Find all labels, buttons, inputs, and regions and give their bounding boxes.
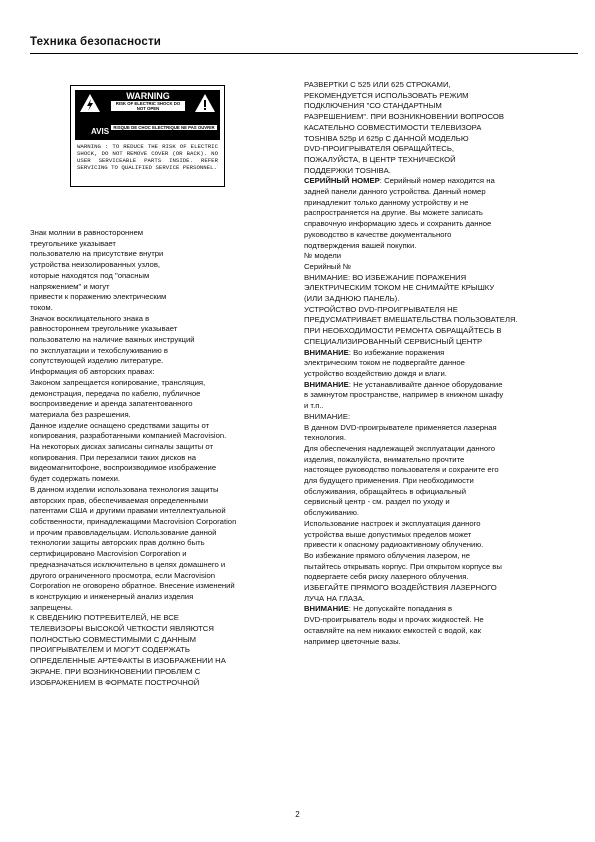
text-line — [30, 560, 286, 571]
text-line — [304, 348, 578, 359]
line-text: Информация об авторских правах: — [30, 367, 155, 377]
text-line — [304, 187, 578, 198]
text-line — [304, 551, 578, 562]
text-line — [30, 549, 286, 560]
bold-term: СЕРИЙНЫЙ НОМЕР — [304, 176, 380, 186]
line-text: Для обеспечения надлежащей эксплуатации данного — [304, 443, 496, 453]
line-text: : Не устанавливайте данное оборудование — [348, 379, 503, 389]
text-line — [304, 380, 578, 391]
line-text: СПЕЦИАЛИЗИРОВАННЫЙ СЕРВИСНЫЙ ЦЕНТР — [304, 336, 483, 346]
text-line — [304, 423, 578, 434]
text-line — [30, 517, 286, 528]
text-line — [30, 581, 286, 592]
text-line — [30, 421, 286, 432]
text-line — [304, 305, 578, 316]
text-line — [304, 476, 578, 487]
line-text: и т.п.. — [304, 401, 324, 411]
line-text: : Не допускайте попадания в — [348, 604, 453, 614]
text-line — [304, 487, 578, 498]
line-text: запрещены. — [30, 602, 73, 612]
line-text: РАЗРЕШЕНИЕМ". ПРИ ВОЗНИКНОВЕНИИ ВОПРОСОВ — [304, 112, 505, 122]
text-line — [304, 294, 578, 305]
line-text: ЭЛЕКТРИЧЕСКИМ ТОКОМ НЕ СНИМАЙТЕ КРЫШКУ — [304, 283, 495, 293]
line-text: ОПРЕДЕЛЕННЫЕ АРТЕФАКТЫ В ИЗОБРАЖЕНИИ НА — [30, 656, 226, 666]
line-text: задней панели данного устройства. Данный номер — [304, 187, 486, 197]
line-text: обслуживания, обращайтесь в официальный — [304, 486, 466, 496]
line-text: ЛУЧА НА ГЛАЗА. — [304, 593, 365, 603]
text-line — [304, 455, 578, 466]
line-text: Во избежание прямого облучения лазером, не — [304, 550, 471, 560]
text-line — [304, 123, 578, 134]
line-text: собственности, принадлежащими Macrovision Corporation — [30, 516, 237, 526]
text-line — [304, 262, 578, 273]
text-line — [304, 433, 578, 444]
line-text: DVD-проигрыватель воды и прочих жидкостей. Не — [304, 615, 484, 625]
text-line — [30, 667, 286, 678]
line-text: Использование настроек и эксплуатация данного — [304, 518, 481, 528]
text-line — [304, 91, 578, 102]
line-text: предназначаться исключительно в целях домашнего и — [30, 559, 226, 569]
text-line — [304, 604, 578, 615]
text-line — [30, 228, 286, 239]
line-text: пользователю на присутствие внутри — [30, 249, 164, 259]
text-line — [304, 283, 578, 294]
line-text: воспроизведение и аренда запатентованного — [30, 399, 193, 409]
text-line — [304, 166, 578, 177]
line-text: подтверждения вашей покупки. — [304, 240, 417, 250]
line-text: устройство воздействию дождя и влаги. — [304, 368, 447, 378]
text-line — [30, 453, 286, 464]
text-line — [304, 508, 578, 519]
line-text: К СВЕДЕНИЮ ПОТРЕБИТЕЛЕЙ, НЕ ВСЕ — [30, 613, 179, 623]
line-text: которые находятся под "опасным — [30, 270, 150, 280]
text-line — [30, 249, 286, 260]
text-line — [304, 562, 578, 573]
text-line — [30, 635, 286, 646]
warning-label — [70, 85, 225, 187]
bold-term: ВНИМАНИЕ — [304, 379, 349, 389]
text-line — [30, 571, 286, 582]
text-line — [304, 112, 578, 123]
line-text: равностороннем треугольнике указывает — [30, 324, 178, 334]
line-text: сервисный центр - см. раздел по уходу и — [304, 497, 450, 507]
line-text: Corporation не оговорено обратное. Внесение изменений — [30, 581, 235, 591]
text-line — [30, 314, 286, 325]
text-line — [304, 273, 578, 284]
line-text: ВНИМАНИЕ: ВО ИЗБЕЖАНИЕ ПОРАЖЕНИЯ — [304, 272, 467, 282]
exclamation-triangle-icon — [194, 93, 216, 113]
line-text: материала без разрешения. — [30, 409, 131, 419]
line-text: устройства выше допустимых пределов может — [304, 529, 472, 539]
line-text: технологии защиты авторских прав должно быть — [30, 538, 205, 548]
line-text: Знак молнии в равностороннем — [30, 228, 144, 237]
text-line — [304, 626, 578, 637]
text-line — [304, 401, 578, 412]
line-text: распространяется на другие. Вы можете записать — [304, 208, 483, 218]
text-line — [30, 282, 286, 293]
text-line — [30, 603, 286, 614]
text-line — [304, 583, 578, 594]
page-title: Техника безопасности — [30, 36, 162, 48]
text-line — [30, 367, 286, 378]
avis-label: AVIS — [91, 127, 110, 136]
line-text: другого ограниченного просмотра, если Macrovision — [30, 570, 216, 580]
text-line — [304, 241, 578, 252]
line-text: принадлежит только данному устройству и не — [304, 197, 469, 207]
line-text: для будущего применения. При необходимости — [304, 476, 474, 486]
line-text: видеомагнитофоне, воспроизводимое изображение — [30, 463, 217, 473]
line-text: пользователю на наличие важных инструкций — [30, 335, 195, 345]
line-text: по эксплуатации и техобслуживанию в — [30, 345, 168, 355]
text-line — [30, 378, 286, 389]
line-text: треугольнике указывает — [30, 238, 116, 248]
line-text: Серийный № — [304, 261, 352, 271]
warning-risk-french: RISQUE DE CHOC ELECTRIQUE NE PAS OUVRIR — [111, 125, 217, 130]
text-line — [304, 155, 578, 166]
line-text: копирования. При перезаписи таких дисков на — [30, 452, 196, 462]
text-line — [30, 303, 286, 314]
text-line — [304, 390, 578, 401]
line-text: (ИЛИ ЗАДНЮЮ ПАНЕЛЬ). — [304, 294, 400, 304]
line-text: ИЗБЕГАЙТЕ ПРЯМОГО ВОЗДЕЙСТВИЯ ЛАЗЕРНОГО — [304, 583, 497, 593]
warning-heading: WARNING — [126, 91, 170, 101]
line-text: напряжением" и могут — [30, 281, 110, 291]
line-text: DVD-ПРОИГРЫВАТЕЛЯ ОБРАЩАЙТЕСЬ, — [304, 144, 455, 154]
text-line — [304, 144, 578, 155]
line-text: № модели — [304, 251, 342, 261]
text-line — [30, 678, 286, 689]
text-line — [304, 594, 578, 605]
text-line — [304, 219, 578, 230]
text-line — [30, 356, 286, 367]
text-line — [30, 656, 286, 667]
line-text: УСТРОЙСТВО DVD-ПРОИГРЫВАТЕЛЯ НЕ — [304, 304, 458, 314]
title-divider — [30, 53, 578, 54]
text-line — [304, 465, 578, 476]
line-text: ПОЛНОСТЬЮ СОВМЕСТИМЫМИ С ДАННЫМ — [30, 634, 197, 644]
text-line — [304, 337, 578, 348]
line-text: подвергаете себя риску лазерного облучения. — [304, 572, 469, 582]
line-text: в конструкцию и инженерный анализ изделия — [30, 591, 194, 601]
page-number: 2 — [295, 810, 300, 819]
line-text: устройства неизолированных узлов, — [30, 260, 161, 270]
line-text: изделия, пожалуйста, внимательно прочтите — [304, 454, 465, 464]
text-line — [30, 324, 286, 335]
text-line — [30, 335, 286, 346]
text-line — [30, 506, 286, 517]
text-line — [30, 624, 286, 635]
text-line — [30, 496, 286, 507]
text-line — [30, 592, 286, 603]
text-line — [30, 292, 286, 303]
text-line — [304, 519, 578, 530]
bold-term: ВНИМАНИЕ — [304, 604, 349, 614]
line-text: привести к опасному радиоактивному облучению. — [304, 540, 484, 550]
text-line — [30, 645, 286, 656]
line-text: и прочим правовладельцам. Использование данной — [30, 527, 217, 537]
line-text: например цветочные вазы. — [304, 636, 401, 646]
line-text: Законом запрещается копирование, трансляция, — [30, 377, 206, 387]
line-text: сопутствующей изделию литературе. — [30, 356, 164, 366]
text-line — [304, 208, 578, 219]
line-text: ПРИ НЕОБХОДИМОСТИ РЕМОНТА ОБРАЩАЙТЕСЬ В — [304, 326, 502, 336]
line-text: Данное изделие оснащено средствами защиты от — [30, 420, 210, 430]
text-line — [304, 251, 578, 262]
line-text: авторских прав, обеспечиваемая определенными — [30, 495, 209, 505]
text-line — [30, 346, 286, 357]
text-line — [304, 615, 578, 626]
text-line — [304, 369, 578, 380]
line-text: КАСАТЕЛЬНО СОВМЕСТИМОСТИ ТЕЛЕВИЗОРА — [304, 122, 482, 132]
line-text: В данном DVD-проигрывателе применяется лазерная — [304, 422, 497, 432]
line-text: сертифицировано Macrovision Corporation и — [30, 549, 187, 559]
text-line — [30, 239, 286, 250]
text-line — [30, 389, 286, 400]
text-line — [30, 442, 286, 453]
line-text: ВНИМАНИЕ: — [304, 411, 351, 421]
line-text: На некоторых дисках записаны сигналы защиты от — [30, 442, 214, 452]
line-text: обслуживанию. — [304, 508, 360, 518]
line-text: током. — [30, 302, 53, 312]
line-text: оставляйте на нем никаких емкостей с водой, как — [304, 625, 481, 635]
line-text: привести к поражению электрическим — [30, 292, 167, 302]
text-line — [30, 463, 286, 474]
line-text: РАЗВЕРТКИ С 525 ИЛИ 625 СТРОКАМИ, — [304, 80, 451, 89]
line-text: ИЗОБРАЖЕНИЕМ В ФОРМАТЕ ПОСТРОЧНОЙ — [30, 677, 200, 687]
text-line — [30, 528, 286, 539]
text-line — [304, 101, 578, 112]
text-line — [304, 326, 578, 337]
line-text: будет содержать помехи. — [30, 474, 121, 484]
text-line — [304, 80, 578, 91]
line-text: технология. — [304, 433, 346, 443]
line-text: демонстрация, передача по кабелю, публичное — [30, 388, 201, 398]
line-text: руководство в качестве документального — [304, 229, 452, 239]
line-text: : Серийный номер находится на — [379, 176, 495, 186]
warning-banner — [75, 90, 220, 124]
line-text: ПОДКЛЮЧЕНИЯ "СО СТАНДАРТНЫМ — [304, 101, 442, 111]
line-text: в замкнутом пространстве, например в книжном шкафу — [304, 390, 504, 400]
text-line — [304, 530, 578, 541]
text-line — [304, 176, 578, 187]
text-line — [30, 410, 286, 421]
text-line — [30, 399, 286, 410]
right-column-text — [304, 80, 578, 647]
line-text: ПРОИГРЫВАТЕЛЕМ И МОГУТ СОДЕРЖАТЬ — [30, 645, 190, 655]
text-line — [304, 637, 578, 648]
line-text: ПРЕДУСМАТРИВАЕТ ВМЕШАТЕЛЬСТВА ПОЛЬЗОВАТЕЛЯ. — [304, 315, 518, 325]
warning-body-text: WARNING : TO REDUCE THE RISK OF ELECTRIC SHOCK, DO NOT REMOVE COVER (OR BACK). NO USER SERVICEABLE PARTS INSIDE. REFER SERVICING TO QUALIFIED SERVICE PERSONNEL. — [77, 143, 218, 171]
line-text: настоящее руководство пользователя и сохраните его — [304, 465, 499, 475]
line-text: электрическим током не подвергайте данное — [304, 358, 465, 368]
text-line — [304, 444, 578, 455]
warning-risk-english: RISK OF ELECTRIC SHOCK DO NOT OPEN — [111, 101, 185, 111]
text-line — [30, 431, 286, 442]
text-line — [304, 497, 578, 508]
left-column-text — [30, 228, 286, 688]
line-text: ПОЖАЛУЙСТА, В ЦЕНТР ТЕХНИЧЕСКОЙ — [304, 154, 456, 164]
line-text: копирования, разработанными компанией Macrovision. — [30, 431, 227, 441]
text-line — [30, 260, 286, 271]
text-line — [30, 538, 286, 549]
text-line — [30, 485, 286, 496]
text-line — [304, 412, 578, 423]
text-line — [30, 474, 286, 485]
line-text: ЭКРАНЕ. ПРИ ВОЗНИКНОВЕНИИ ПРОБЛЕМ С — [30, 666, 201, 676]
line-text: ТЕЛЕВИЗОРЫ ВЫСОКОЙ ЧЕТКОСТИ ЯВЛЯЮТСЯ — [30, 624, 214, 634]
line-text: пытайтесь открывать корпус. При открытом корпусе вы — [304, 561, 502, 571]
line-text: Значок восклицательного знака в — [30, 313, 150, 323]
text-line — [304, 230, 578, 241]
text-line — [304, 358, 578, 369]
avis-banner — [75, 124, 220, 140]
line-text: В данном изделии использована технология защиты — [30, 484, 219, 494]
text-line — [304, 540, 578, 551]
text-line — [304, 198, 578, 209]
text-line — [304, 572, 578, 583]
line-text: : Во избежание поражения — [348, 347, 445, 357]
text-line — [304, 134, 578, 145]
bold-term: ВНИМАНИЕ — [304, 347, 349, 357]
line-text: справочную информацию здесь и сохранить данное — [304, 219, 492, 229]
text-line — [30, 271, 286, 282]
text-line — [304, 315, 578, 326]
lightning-bolt-triangle-icon — [79, 93, 101, 113]
line-text: патентами США и другими правами интеллектуальной — [30, 506, 226, 516]
line-text: TOSHIBA 525p И 625p С ДАННОЙ МОДЕЛЬЮ — [304, 133, 469, 143]
text-line — [30, 613, 286, 624]
line-text: РЕКОМЕНДУЕТСЯ ИСПОЛЬЗОВАТЬ РЕЖИМ — [304, 90, 469, 100]
line-text: ПОДДЕРЖКИ TOSHIBA. — [304, 165, 391, 175]
